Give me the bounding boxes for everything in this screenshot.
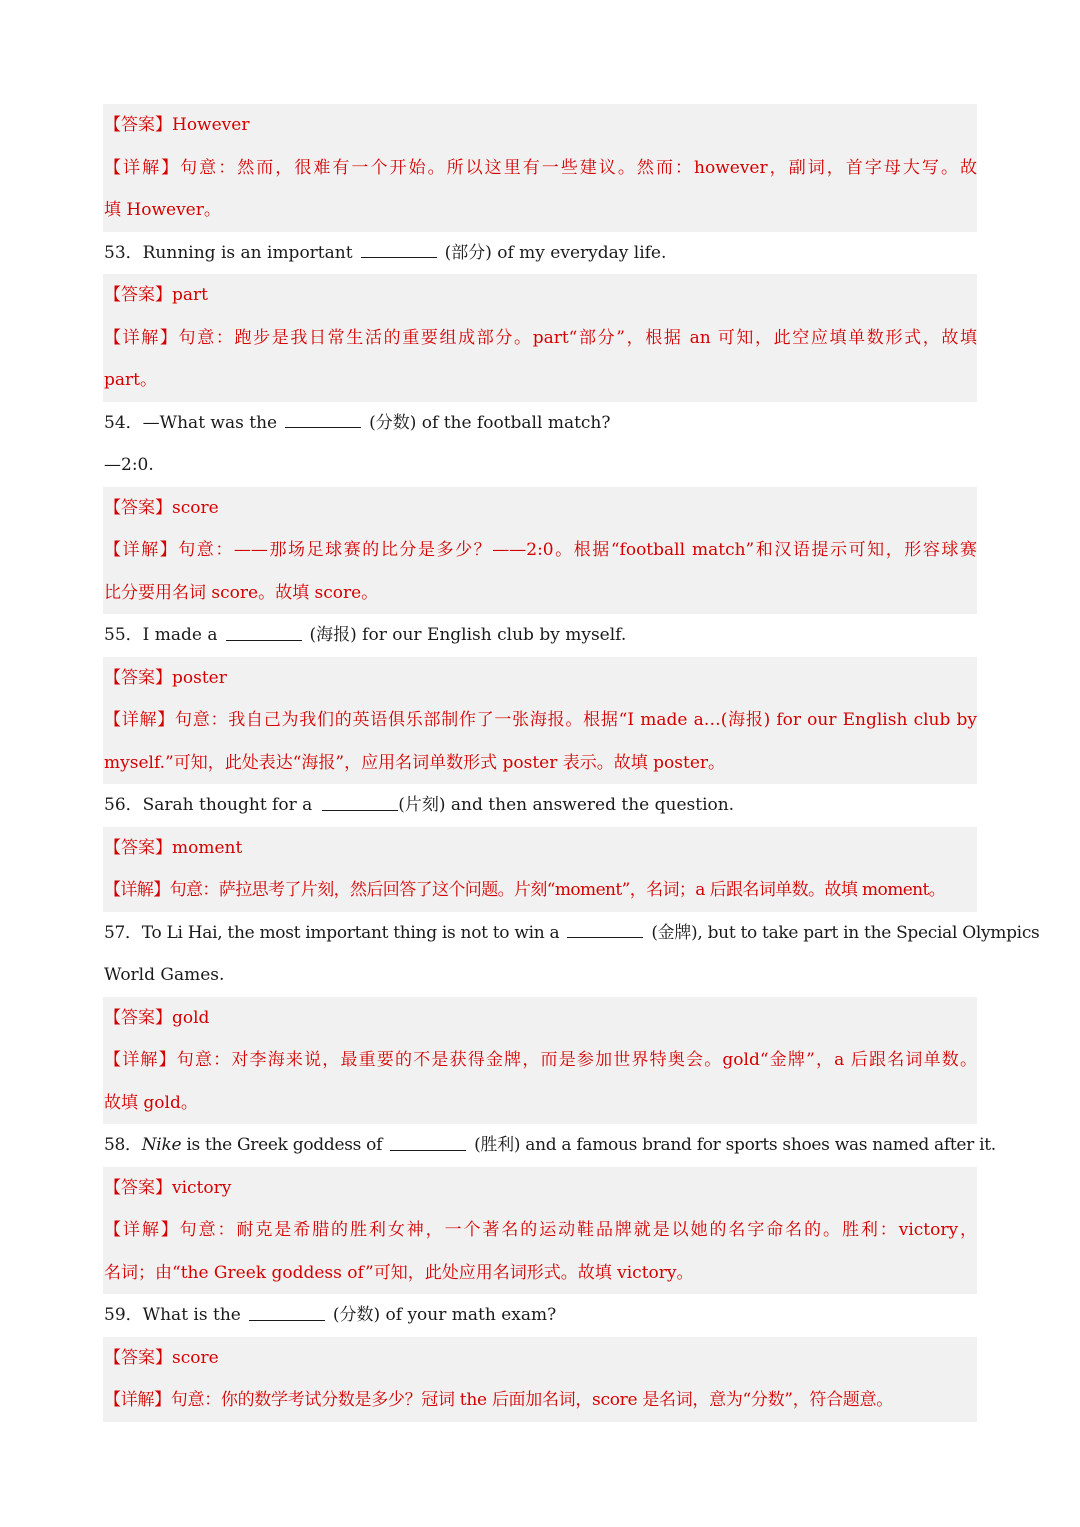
question-text: (海报) for our English club by myself. bbox=[309, 625, 627, 645]
document-page bbox=[103, 104, 1040, 1422]
answer-block bbox=[103, 274, 977, 402]
question-text: 57．To Li Hai, the most important thing is not to win a bbox=[104, 922, 560, 943]
explanation-line: 【详解】句意：耐克是希腊的胜利女神，一个著名的运动鞋品牌就是以她的名字命名的。胜利：victory， bbox=[104, 1220, 977, 1240]
question-line bbox=[103, 912, 1040, 955]
answer-block bbox=[103, 657, 977, 785]
fill-blank bbox=[249, 1319, 325, 1321]
question-text: (分数) of your math exam? bbox=[332, 1305, 557, 1325]
question-text: 59．What is the bbox=[104, 1305, 241, 1325]
fill-blank bbox=[361, 256, 437, 258]
question-line: —2:0. bbox=[104, 455, 154, 475]
explanation-line: 比分要用名词 score。故填 score。 bbox=[104, 582, 379, 603]
question-text: 53．Running is an important bbox=[104, 242, 353, 263]
fill-blank bbox=[390, 1149, 466, 1151]
answer-block bbox=[103, 997, 977, 1125]
answer-block bbox=[103, 487, 977, 615]
answer-block bbox=[103, 1337, 977, 1422]
answer-line: 【答案】moment bbox=[104, 837, 243, 858]
answer-line: 【答案】victory bbox=[104, 1177, 232, 1198]
question-block bbox=[103, 614, 977, 657]
explanation-line: 【详解】句意：我自己为我们的英语俱乐部制作了一张海报。根据“I made a…(海报) for our English club by bbox=[104, 710, 977, 730]
question-text: is the Greek goddess of bbox=[181, 1135, 383, 1155]
explanation-line: 【详解】句意：跑步是我日常生活的重要组成部分。part“部分”，根据 an 可知，此空应填单数形式，故填 bbox=[104, 327, 977, 348]
explanation-line: 填 However。 bbox=[104, 200, 221, 220]
answer-line: 【答案】gold bbox=[104, 1007, 210, 1028]
answer-line: 【答案】score bbox=[104, 497, 219, 518]
question-text: (部分) of my everyday life. bbox=[444, 242, 667, 263]
italic-term: Nike bbox=[141, 1135, 182, 1155]
question-text: 56．Sarah thought for a bbox=[104, 795, 313, 815]
question-line: World Games. bbox=[104, 965, 225, 985]
question-number: 58． bbox=[104, 1135, 142, 1155]
question-line bbox=[103, 614, 977, 657]
explanation-line: 故填 gold。 bbox=[104, 1092, 198, 1113]
answer-block bbox=[103, 104, 977, 232]
question-line bbox=[103, 232, 977, 275]
question-block bbox=[103, 912, 1040, 997]
question-block bbox=[103, 784, 977, 827]
answer-block bbox=[103, 827, 977, 912]
question-block bbox=[103, 402, 977, 487]
question-text: 55．I made a bbox=[104, 625, 218, 645]
question-block bbox=[103, 232, 977, 275]
question-line bbox=[103, 1124, 996, 1167]
question-text: (金牌), but to take part in the Special Olympics bbox=[651, 922, 1040, 943]
answer-line: 【答案】score bbox=[104, 1347, 219, 1368]
fill-blank bbox=[567, 936, 643, 938]
question-text: 54．—What was the bbox=[104, 412, 278, 433]
explanation-line: 【详解】句意：对李海来说，最重要的不是获得金牌，而是参加世界特奥会。gold“金牌”，a 后跟名词单数。 bbox=[104, 1050, 977, 1070]
explanation-line: 名词；由“the Greek goddess of”可知，此处应用名词形式。故填 victory。 bbox=[104, 1262, 694, 1283]
question-line bbox=[103, 402, 977, 445]
explanation-line: 【详解】句意：萨拉思考了片刻，然后回答了这个问题。片刻“moment”，名词；a 后跟名词单数。故填 moment。 bbox=[104, 880, 946, 900]
answer-line: 【答案】However bbox=[104, 115, 250, 135]
answer-line: 【答案】part bbox=[104, 285, 208, 305]
question-block bbox=[103, 1124, 996, 1167]
fill-blank bbox=[285, 426, 361, 428]
question-text: (片刻) and then answered the question. bbox=[398, 795, 735, 815]
explanation-line: myself.”可知，此处表达“海报”，应用名词单数形式 poster 表示。故填 poster。 bbox=[104, 752, 726, 773]
explanation-line: part。 bbox=[104, 370, 157, 390]
explanation-line: 【详解】句意：你的数学考试分数是多少？冠词 the 后面加名词，score 是名词，意为“分数”，符合题意。 bbox=[104, 1390, 893, 1410]
question-text: (分数) of the football match? bbox=[369, 412, 611, 433]
fill-blank bbox=[226, 639, 302, 641]
answer-block bbox=[103, 1167, 977, 1295]
fill-blank bbox=[322, 809, 398, 811]
explanation-line: 【详解】句意：——那场足球赛的比分是多少？——2:0。根据“football match”和汉语提示可知，形容球赛 bbox=[104, 540, 977, 560]
question-line bbox=[103, 1294, 977, 1337]
answer-line: 【答案】poster bbox=[104, 667, 227, 688]
question-line bbox=[103, 784, 977, 827]
explanation-line: 【详解】句意：然而，很难有一个开始。所以这里有一些建议。然而：however，副词，首字母大写。故 bbox=[104, 157, 977, 178]
question-text: (胜利) and a famous brand for sports shoes was named after it. bbox=[474, 1135, 996, 1155]
question-block bbox=[103, 1294, 977, 1337]
